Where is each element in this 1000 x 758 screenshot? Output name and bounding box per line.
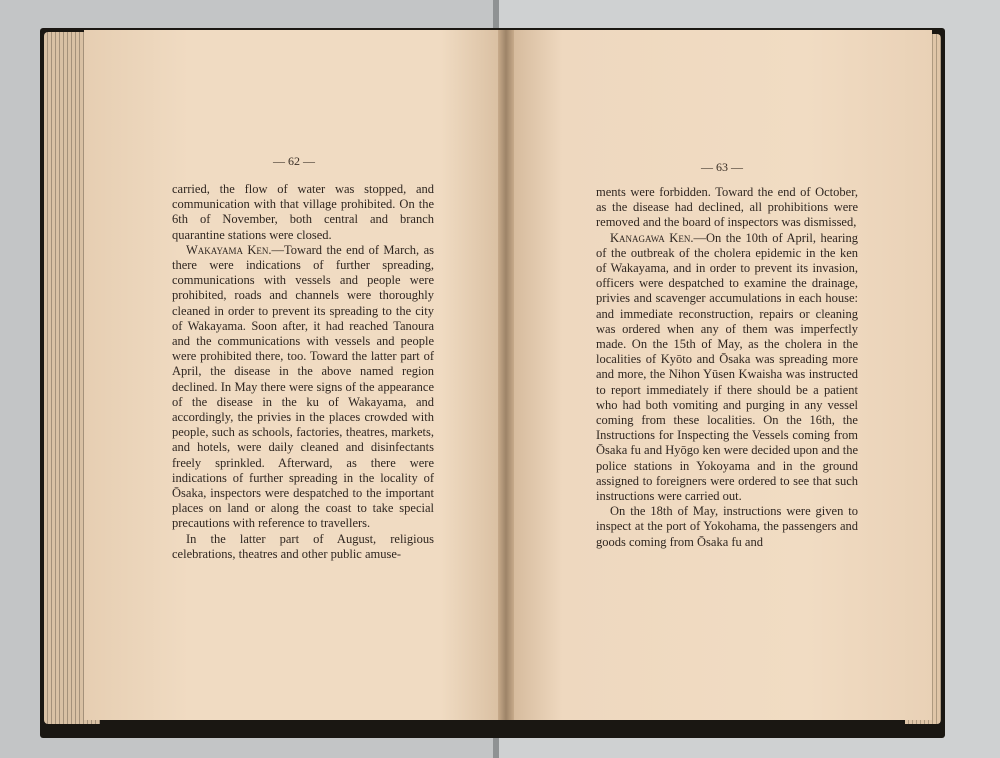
page-number-left: — 62 — — [273, 154, 315, 168]
section-heading: Wakayama Ken.— — [186, 242, 285, 257]
left-page — [84, 30, 504, 720]
right-page-text — [596, 185, 858, 550]
paragraph-kanagawa — [596, 231, 858, 505]
paragraph-wakayama — [172, 243, 434, 532]
left-page-text — [172, 182, 434, 562]
section-heading: Kanagawa Ken.— — [610, 230, 706, 245]
paragraph: ments were forbidden. Toward the end of October, as the disease had declined, all prohibitions were removed and the board of inspectors was dismissed, — [596, 185, 858, 230]
paragraph: On the 18th of May, instructions were given to inspect at the port of Yokohama, the passengers and goods coming from Ōsaka fu and — [596, 504, 858, 549]
book-gutter — [498, 30, 514, 720]
paragraph-body: On the 10th of April, hearing of the outbreak of the cholera epidemic in the ken of Wakayama, and in order to prevent its invasion, officers were despatched to examine the drainage, privies and scavenger accumulations in each house: and immediate reconstruction, repairs or cleaning was ordered when any of them was imperfectly made. On the 15th of May, as the cholera in the localities of Kyōto and Ōsaka was spreading more and more, the Nihon Yūsen Kwaisha was instructed to report immediately if there should be a patient who had both vomiting and purging in any vessel coming from these localities. On the 16th, the Instructions for Inspecting the Vessels coming from Ōsaka fu and Hyōgo ken were decided upon and the police stations in Yokoyama and in the ground assigned to foreigners were ordered to see that such instructions were carried out. — [596, 230, 858, 504]
paragraph-body: Toward the end of March, as there were indications of further spreading, communications with vessels and people were prohibited, roads and channels were thoroughly cleaned in order to prevent its spreading to the city of Wakayama. Soon after, it had reached Tanoura and the communications with vessels and people were prohibited there, too. Toward the latter part of April, the disease in the above named region declined. In May there were signs of the appearance of the disease in the ku of Wakayama, and accordingly, the privies in the places crowded with people, such as schools, factories, theatres, markets, and hotels, were daily cleaned and disinfectants freely sprinkled. Afterward, as there were indications of further spreading in the locality of Ōsaka, inspectors were despatched to the important places on land or along the coast to take special precautions with reference to travellers. — [172, 242, 434, 531]
page-number-right: — 63 — — [701, 160, 743, 174]
paragraph: In the latter part of August, religious celebrations, theatres and other public amuse- — [172, 531, 434, 561]
right-page — [512, 30, 932, 720]
paragraph: carried, the flow of water was stopped, and communication with that village prohibited. On the 6th of November, both central and branch quarantine stations were closed. — [172, 182, 434, 242]
